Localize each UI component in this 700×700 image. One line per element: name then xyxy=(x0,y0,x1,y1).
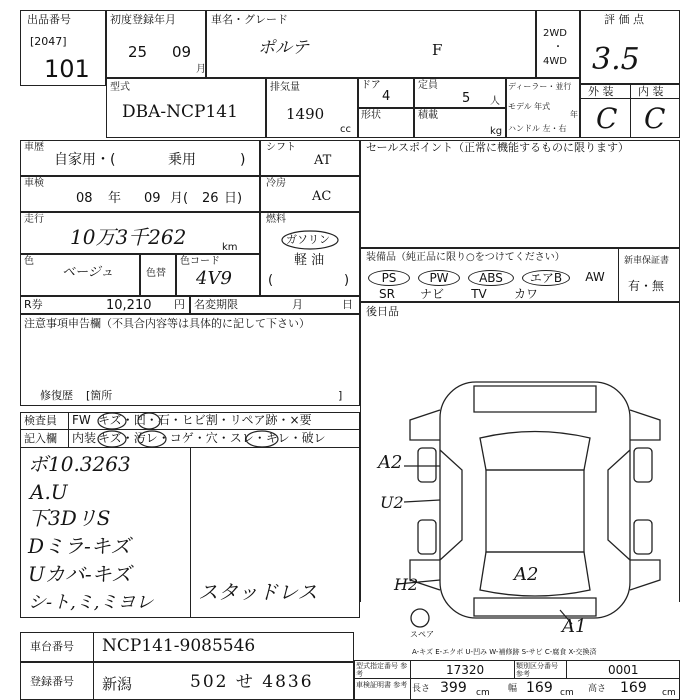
caution-label: 注意事項申告欄（不具合内容等は具体的に記して下さい） xyxy=(24,317,310,330)
cert-label: 車検証明書 参考 xyxy=(356,681,408,689)
designated-label: 型式指定番号 参考 xyxy=(356,662,408,678)
equip-airbag: エアB xyxy=(522,270,570,286)
first-reg-month: 09 xyxy=(172,43,192,61)
int-label: 内 装 xyxy=(638,85,664,98)
equip-aw: AW xyxy=(585,270,605,284)
equipment-label: 装備品（純正品に限り○をつけてください） xyxy=(366,252,565,263)
color-tone-label: 色替 xyxy=(146,268,166,279)
score-value: 3.5 xyxy=(592,42,640,77)
handwritten-note-5: Uカバ-キズ xyxy=(28,562,132,586)
equip-sr: SR xyxy=(379,287,395,301)
model-year-unit: 年 xyxy=(570,110,578,119)
width-unit: cm xyxy=(560,688,574,698)
fuel-petrol: ガソリン xyxy=(286,233,330,246)
equip-leather: カワ xyxy=(513,287,538,301)
diagram-mark-a2-center: A2 xyxy=(514,564,539,585)
category-label: 類別区分番号 参考 xyxy=(516,662,558,678)
handwritten-note-4: Dミラ-キズ xyxy=(28,534,131,558)
width-value: 169 xyxy=(526,680,553,696)
sales-point-label: セールスポイント（正常に機能するものに限ります） xyxy=(366,141,630,154)
designated-value: 17320 xyxy=(446,663,485,677)
person-unit: 人 xyxy=(490,96,500,107)
height-value: 169 xyxy=(620,680,647,696)
shape-label: 形状 xyxy=(361,110,381,121)
ac-value: AC xyxy=(312,189,332,204)
repair-value: [箇所 xyxy=(86,389,113,402)
inspection-year: 08 xyxy=(76,191,93,206)
first-reg-label: 初度登録年月 xyxy=(110,13,176,26)
designated-col-3 xyxy=(566,660,567,678)
model-value: DBA-NCP141 xyxy=(122,102,238,122)
chassis-label: 車台番号 xyxy=(30,640,74,653)
inspection-day-unit: 日) xyxy=(224,191,243,206)
repair-close: ] xyxy=(338,389,343,402)
model-label: 型式 xyxy=(110,82,130,93)
lot-code: [2047] xyxy=(30,35,67,48)
grade: F xyxy=(432,41,443,59)
displacement-label: 排気量 xyxy=(270,82,300,93)
equip-navi: ナビ xyxy=(419,287,444,301)
handwritten-note-1: ボ10.3263 xyxy=(28,452,131,476)
history-use-type: 乗用 xyxy=(168,152,196,168)
handle-label: ハンドル 左・右 xyxy=(508,124,567,133)
int-grade: C xyxy=(644,102,666,135)
equip-tv: TV xyxy=(471,287,487,301)
diagram-spare-label: スペア xyxy=(410,630,434,639)
recycle-label: R券 xyxy=(24,298,43,311)
diagram-mark-a2-upper: A2 xyxy=(378,452,403,473)
drive-dot: ・ xyxy=(553,42,563,53)
ext-grade: C xyxy=(596,102,618,135)
category-value: 0001 xyxy=(608,663,639,677)
displacement-value: 1490 xyxy=(286,105,325,123)
diagram-mark-u2: U2 xyxy=(380,493,404,512)
length-value: 399 xyxy=(440,680,467,696)
equip-abs: ABS xyxy=(468,270,514,286)
equip-ps: PS xyxy=(368,270,410,286)
handwritten-note-2: A.U xyxy=(30,480,68,504)
inspection-day: 26 xyxy=(202,191,219,206)
shift-label: シフト xyxy=(266,142,296,153)
drive-4wd: 4WD xyxy=(543,56,567,67)
warranty-label: 新車保証書 xyxy=(624,256,670,266)
reg-number: 502 せ 4836 xyxy=(190,672,314,692)
fuel-paren-open: ( xyxy=(268,273,274,288)
designated-col-2 xyxy=(514,660,515,678)
diagram-mark-h2: H2 xyxy=(394,575,419,594)
mileage-label: 走行 xyxy=(24,214,44,225)
warranty-value: 有・無 xyxy=(628,279,665,293)
later-label: 後日品 xyxy=(366,305,399,318)
capacity-label: 定員 xyxy=(418,80,438,91)
shift-value: AT xyxy=(314,153,332,168)
inspector-interior: 内装 xyxy=(72,431,97,445)
equip-pw: PW xyxy=(418,270,460,286)
inspection-label: 車検 xyxy=(24,178,44,189)
height-unit: cm xyxy=(662,688,676,698)
mileage-value: 10万3千262 xyxy=(70,225,187,249)
inspection-month: 09 xyxy=(144,191,161,206)
car-name-label: 車名・グレード xyxy=(211,13,288,26)
title-change-day: 日 xyxy=(342,298,353,311)
recycle-amount: 10,210 xyxy=(106,298,152,313)
capacity-value: 5 xyxy=(462,91,471,106)
reg-region: 新潟 xyxy=(102,675,133,693)
load-label: 積載 xyxy=(418,110,438,121)
model-year-label: モデル 年式 xyxy=(508,102,551,111)
ext-label: 外 装 xyxy=(588,85,614,98)
drive-2wd: 2WD xyxy=(543,28,567,39)
car-name: ポルテ xyxy=(258,38,309,58)
inspector-row-2: キズ・汚レ・コゲ・穴・スレ・キレ・破レ xyxy=(98,431,326,445)
dealer-label: ディーラー・並行 xyxy=(508,82,572,91)
length-label: 長さ xyxy=(412,684,431,694)
door-value: 4 xyxy=(382,89,391,104)
inspection-month-unit: 月( xyxy=(170,191,189,206)
reg-label: 登録番号 xyxy=(30,675,74,688)
fuel-paren-close: ) xyxy=(344,273,350,288)
color-code-label: 色コード xyxy=(180,256,220,267)
inspector-label-1: 検査員 xyxy=(24,414,57,427)
color-label: 色 xyxy=(24,256,34,267)
color-value: ベージュ xyxy=(62,265,114,280)
inspector-label-2: 記入欄 xyxy=(24,432,57,445)
inspector-row-1: キズ・凹・石・ヒビ割・リペア跡・×要 xyxy=(98,413,312,427)
width-label: 幅 xyxy=(508,684,518,694)
kg-unit: kg xyxy=(490,126,503,137)
height-label: 高さ xyxy=(588,684,607,694)
cc-unit: cc xyxy=(340,124,351,135)
score-label: 評 価 点 xyxy=(604,13,644,26)
mileage-km: km xyxy=(222,242,238,253)
chassis-number: NCP141-9085546 xyxy=(102,636,256,656)
handwritten-note-6: シ-ト,ミ,ミヨレ xyxy=(28,592,154,613)
repair-label: 修復歴 xyxy=(40,389,73,402)
history-close: ) xyxy=(240,152,246,168)
recycle-yen: 円 xyxy=(174,298,185,311)
diagram-mark-a1: A1 xyxy=(562,616,587,637)
inspection-year-unit: 年 xyxy=(108,191,122,206)
handwritten-right: スタッドレス xyxy=(198,580,318,604)
lot-number: 101 xyxy=(44,55,90,83)
color-code: 4V9 xyxy=(196,268,232,289)
title-change-label: 名変期限 xyxy=(194,298,238,311)
handwritten-note-3: 下3DリS xyxy=(28,506,111,530)
title-change-month: 月 xyxy=(292,298,303,311)
inspector-fw: FW xyxy=(72,413,91,427)
damage-legend: A-キズ E-エクボ U-凹み W-補修跡 S-サビ C-腐食 X-交換済 xyxy=(412,648,597,656)
history-use: 自家用・( xyxy=(54,152,116,168)
ac-label: 冷房 xyxy=(266,178,286,189)
door-label: ドア xyxy=(361,80,381,91)
fuel-diesel: 軽 油 xyxy=(294,253,325,268)
history-label: 車歴 xyxy=(24,142,44,153)
lot-label: 出品番号 xyxy=(27,13,71,26)
designated-col-1 xyxy=(410,660,411,700)
length-unit: cm xyxy=(476,688,490,698)
first-reg-year: 25 xyxy=(128,43,148,61)
fuel-label: 燃料 xyxy=(266,214,286,225)
first-reg-month-unit: 月 xyxy=(196,64,206,75)
